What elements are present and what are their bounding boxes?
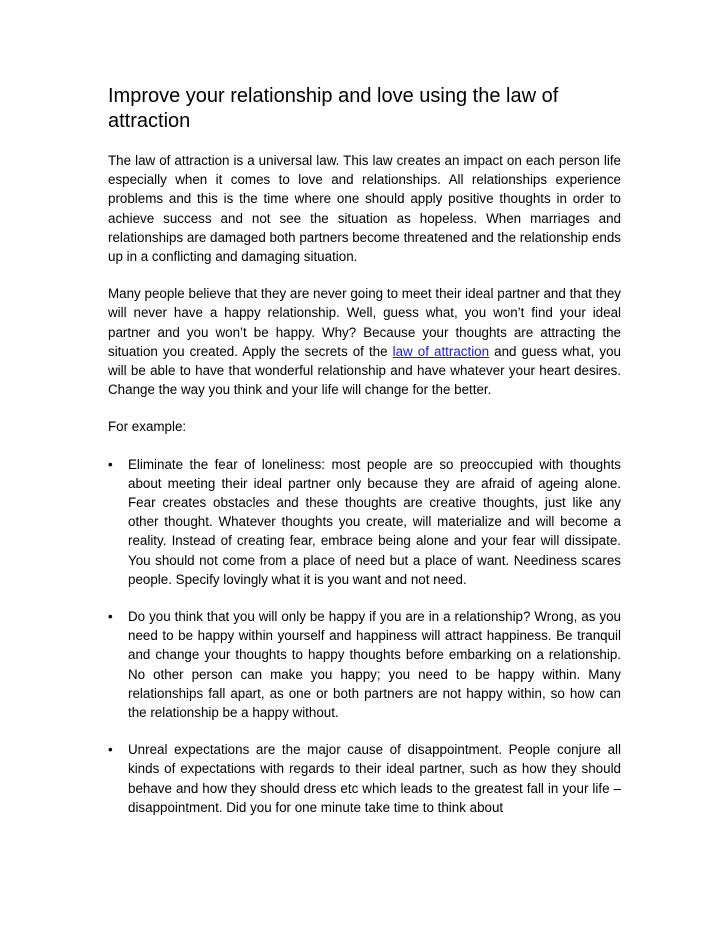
list-item-text: Eliminate the fear of loneliness: most people are so preoccupied with thoughts about meeting their ideal partner only because they are afraid of ageing alone. Fear creates obstacles and these thoughts are creative thoughts, just like any other thought. Whatever thoughts you create, will materialize and will become a reality. Instead of creating fear, embrace being alone and your fear will dissipate. You should not come from a place of need but a place of want. Neediness scares people. Specify lovingly what it is you want and not need. (128, 456, 621, 587)
second-paragraph (108, 284, 621, 399)
list-item (108, 740, 621, 817)
bullet-point-icon: • (108, 609, 113, 625)
list-item (108, 607, 621, 722)
bullet-point-icon: • (108, 742, 113, 758)
document-page (108, 84, 621, 835)
bullet-list (108, 455, 621, 817)
example-label: For example: (108, 419, 187, 435)
intro-paragraph: The law of attraction is a universal law. This law creates an impact on each person life especially when it comes to love and relationships. All relationships experience problems and this is the time where one should apply positive thoughts in order to achieve success and not see the situation as hopeless. When marriages and relationships are damaged both partners become threatened and the relationship ends up in a conflicting and damaging situation. (108, 153, 621, 265)
document-title: Improve your relationship and love using the law of attraction (108, 85, 559, 132)
paragraph-text-after-link: and guess what, you will be able to have that wonderful relationship and have whatever your heart desires. Change the way you think and your life will change for the better. (108, 343, 621, 398)
list-item-text: Unreal expectations are the major cause of disappointment. People conjure all kinds of expectations with regards to their ideal partner, such as how they should behave and how they should dress etc which leads to the greatest fall in your life – disappointment. Did you for one minute take time to think about (128, 742, 621, 815)
paragraph-text-before-link: Many people believe that they are never going to meet their ideal partner and that they will never have a happy relationship. Well, guess what, you won’t find your ideal partner and you won’t be happy. Why? Because your thoughts are attracting the situation you created. Apply the secrets of the (108, 286, 621, 359)
law-of-attraction-link[interactable]: law of attraction (392, 343, 490, 359)
list-item (108, 455, 621, 589)
list-item-text: Do you think that you will only be happy if you are in a relationship? Wrong, as you need to be happy within yourself and happiness will attract happiness. Be tranquil and change your thoughts to happy thoughts before embarking on a relationship. No other person can make you happy; you need to be happy within. Many relationships fall apart, as one or both partners are not happy within, so how can the relationship be a happy without. (128, 609, 621, 721)
bullet-point-icon: • (108, 456, 113, 472)
